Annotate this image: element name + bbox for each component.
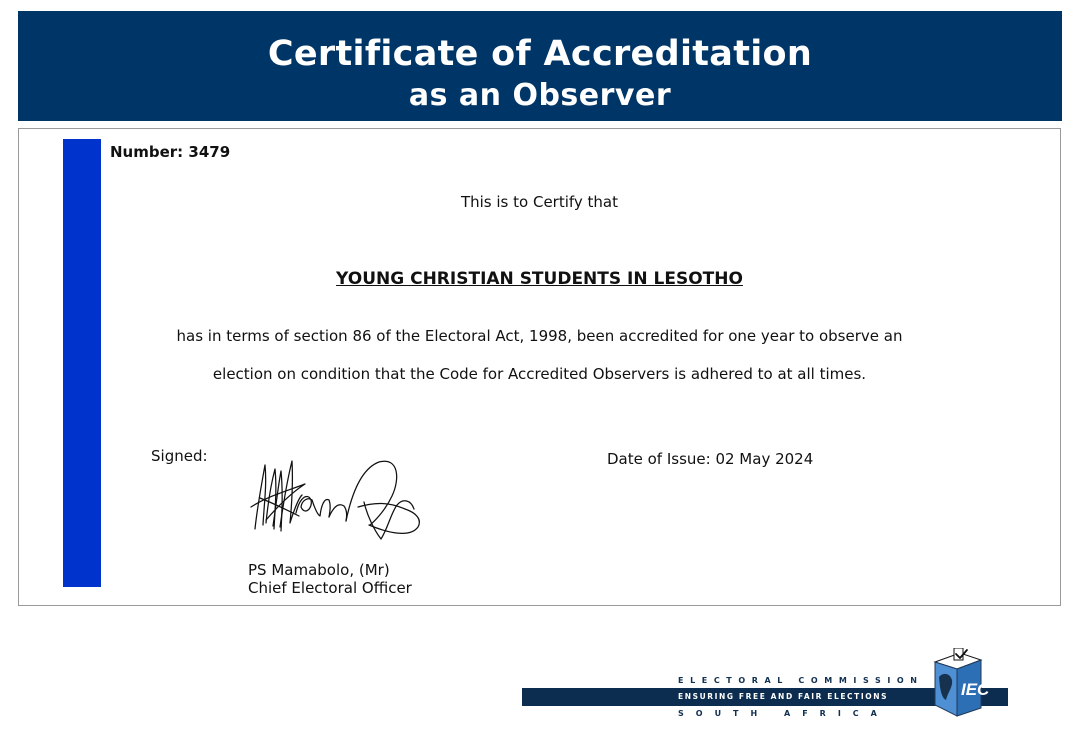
certificate-title: Certificate of Accreditation [267, 34, 813, 74]
logo-text: IEC [961, 680, 990, 699]
signer-title: Chief Electoral Officer [248, 579, 412, 597]
country-label: SOUTH AFRICA [678, 709, 889, 718]
signer-name: PS Mamabolo, (Mr) [248, 561, 390, 579]
certificate-panel [18, 128, 1061, 606]
handwritten-signature-icon [247, 453, 429, 545]
electoral-commission-footer [522, 648, 1018, 722]
commission-motto: ENSURING FREE AND FAIR ELECTIONS [678, 692, 889, 701]
accreditation-text-line-1: has in terms of section 86 of the Electoral Act, 1998, been accredited for one year to observe an [176, 327, 903, 345]
certificate-subtitle: as an Observer [408, 78, 672, 113]
ballot-box-logo-icon [923, 648, 993, 722]
certificate-number: Number: 3479 [110, 143, 231, 161]
signed-label: Signed: [151, 447, 208, 465]
date-of-issue: Date of Issue: 02 May 2024 [607, 450, 814, 468]
organization-name: YOUNG CHRISTIAN STUDENTS IN LESOTHO [336, 269, 743, 289]
certificate-header [18, 11, 1062, 121]
commission-label: ELECTORAL COMMISSION [678, 676, 924, 685]
certify-intro: This is to Certify that [460, 193, 619, 211]
accreditation-text-line-2: election on condition that the Code for Accredited Observers is adhered to at all times. [212, 365, 867, 383]
